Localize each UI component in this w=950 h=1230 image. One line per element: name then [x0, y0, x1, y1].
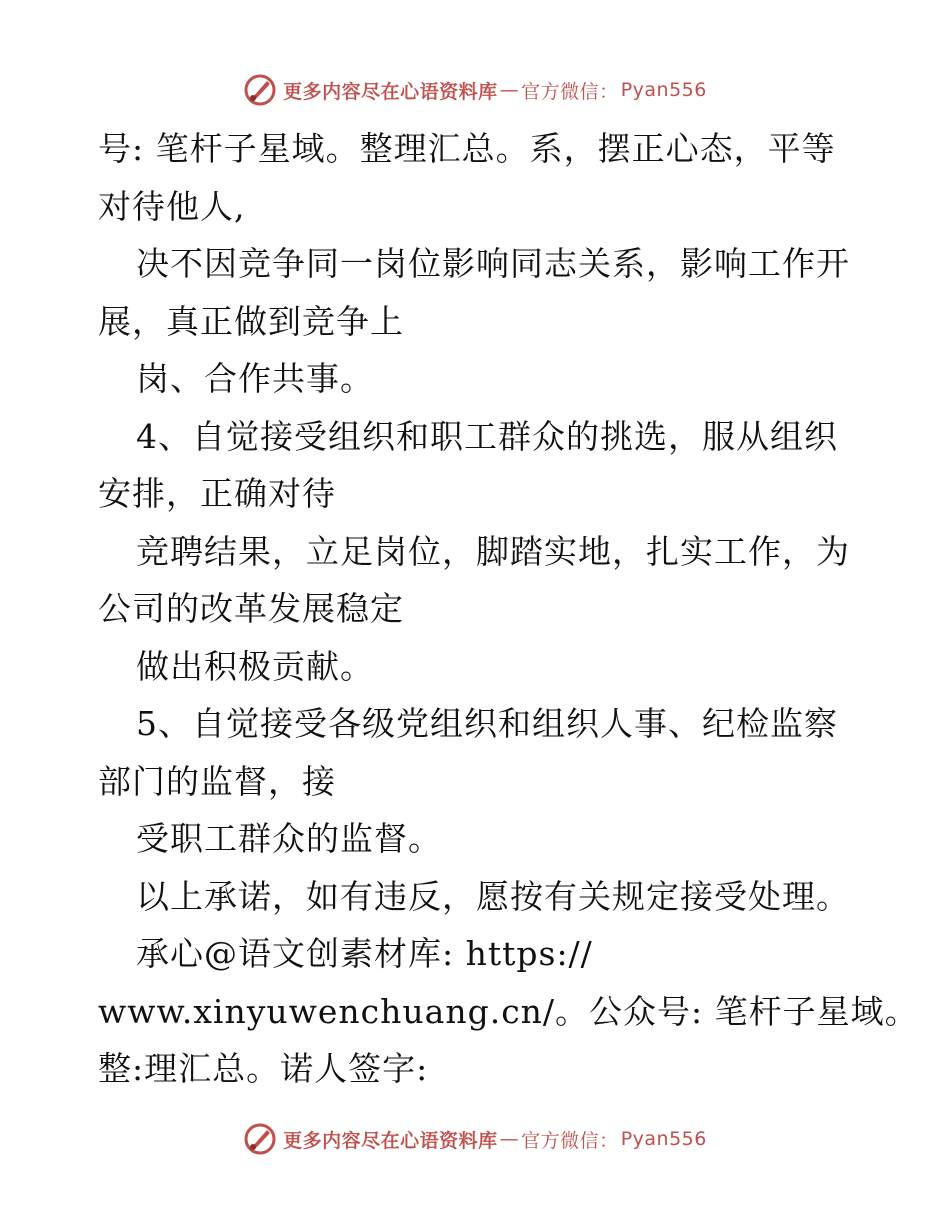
document-body	[98, 120, 919, 1098]
text-line: 号: 笔杆子星域。整理汇总。系，摆正心态，平等	[98, 129, 836, 168]
text-line: 受职工群众的监督。	[136, 819, 442, 858]
text-line: 决不因竞争同一岗位影响同志关系，影响工作开	[136, 244, 850, 283]
text-line: 做出积极贡献。	[136, 646, 374, 686]
watermark-id-text: Pyan556	[620, 1128, 707, 1150]
text-line: 5、自觉接受各级党组织和组织人事、纪检监察	[136, 704, 838, 743]
header-watermark	[0, 70, 950, 110]
brush-logo-icon	[243, 1122, 277, 1156]
text-line: 整:理汇总。诺人签字:	[98, 1049, 429, 1088]
footer-watermark	[0, 1119, 950, 1159]
watermark-dash: —	[499, 79, 520, 101]
text-line: www.xinyuwenchuang.cn/。公众号: 笔杆子星域。	[98, 991, 919, 1031]
text-line: 对待他人,	[98, 186, 246, 226]
text-line: 公司的改革发展稳定	[98, 589, 404, 628]
text-line: 以上承诺，如有违反，愿按有关规定接受处理。	[136, 876, 850, 916]
watermark-main-text: 更多内容尽在心语资料库	[283, 1129, 498, 1152]
watermark-main-text: 更多内容尽在心语资料库	[283, 80, 498, 103]
watermark-id-text: Pyan556	[620, 79, 707, 101]
text-line: 竞聘结果，立足岗位，脚踏实地，扎实工作，为	[136, 531, 850, 571]
brush-logo-icon	[243, 73, 277, 107]
text-line: 岗、合作共事。	[136, 359, 374, 398]
watermark-sub-text: 官方微信：	[521, 1129, 619, 1152]
text-line: 4、自觉接受组织和职工群众的挑选，服从组织	[136, 416, 838, 456]
text-line: 安排，正确对待	[98, 474, 336, 513]
watermark-sub-text: 官方微信：	[521, 80, 619, 103]
text-line: 承心@语文创素材库: https://	[136, 934, 593, 973]
text-line: 部门的监督，接	[98, 761, 336, 801]
watermark-dash: —	[499, 1128, 520, 1150]
text-line: 展，真正做到竞争上	[98, 301, 404, 341]
